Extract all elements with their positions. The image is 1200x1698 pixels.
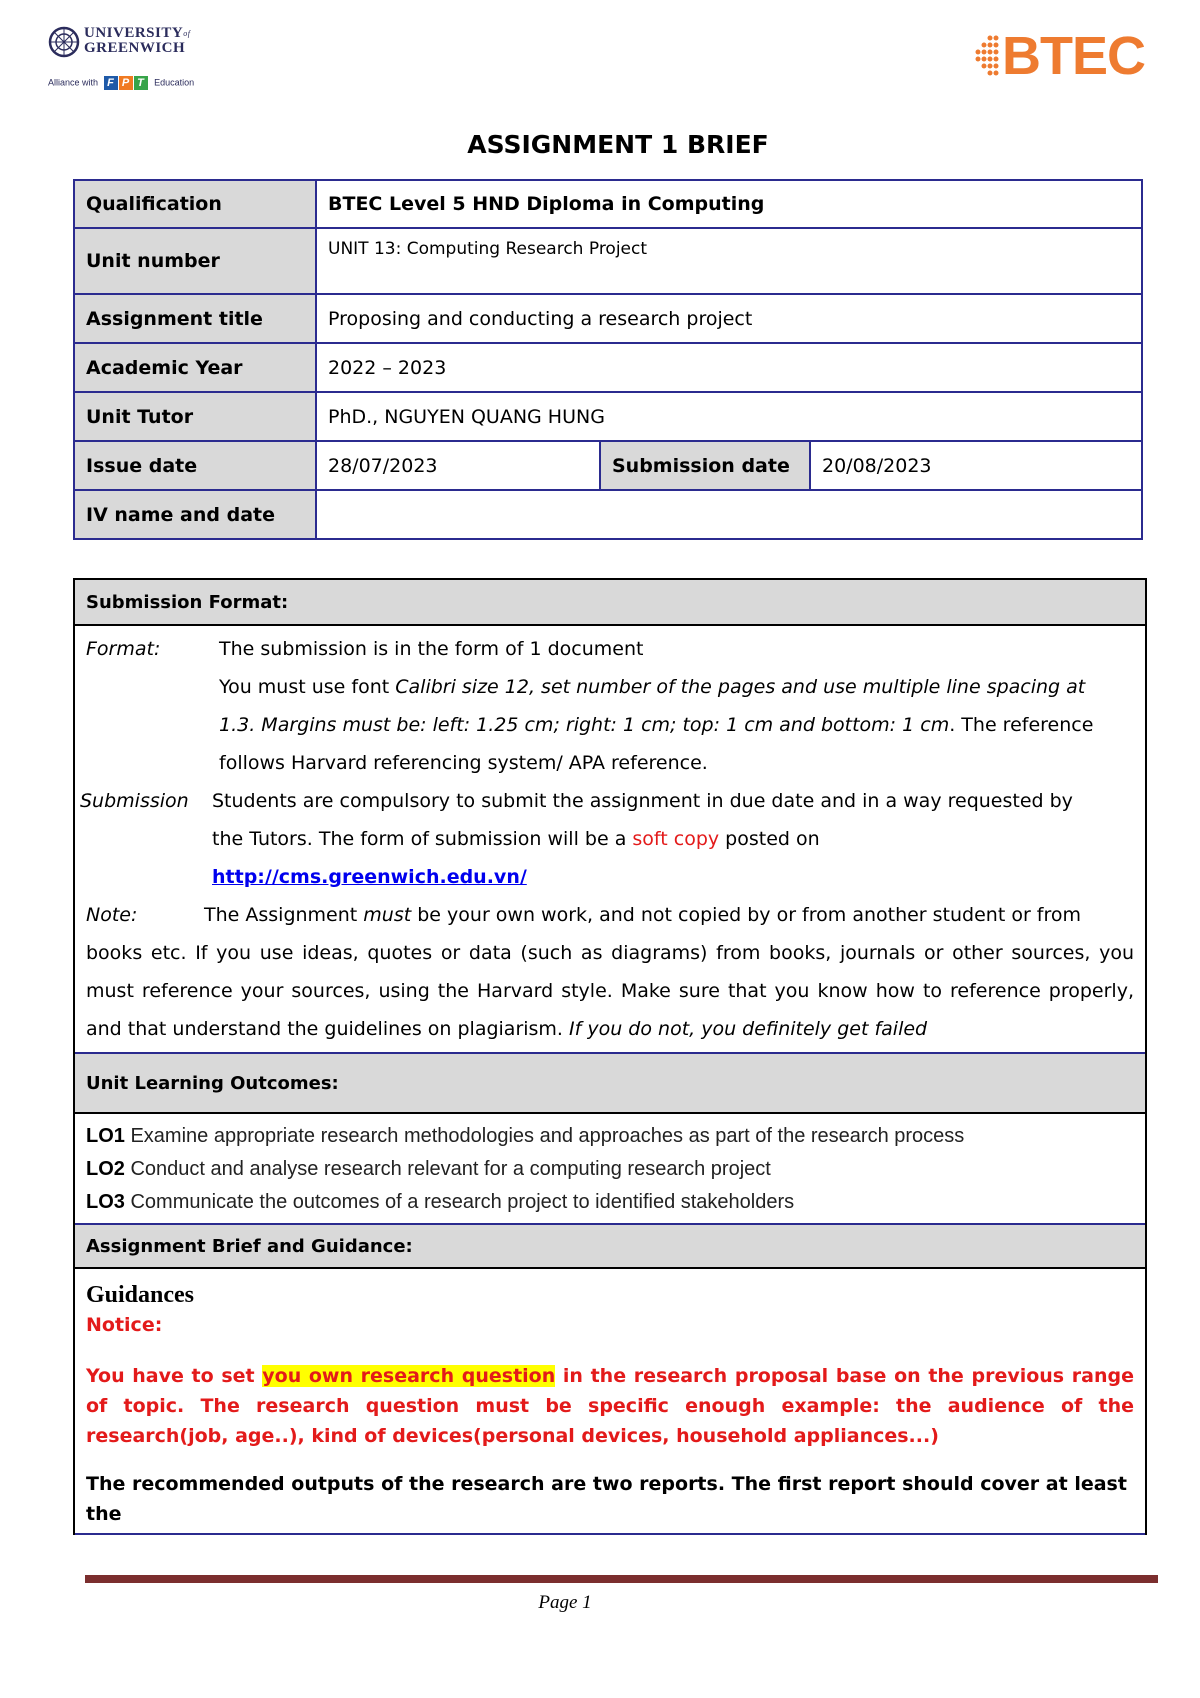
alliance-line: Alliance with F P T Education: [48, 77, 195, 89]
guidances-title: Guidances: [86, 1282, 195, 1308]
submission-format-heading: Submission Format:: [75, 580, 1145, 626]
university-logo: [48, 24, 208, 96]
unit-tutor-value: PhD., NGUYEN QUANG HUNG: [316, 392, 1142, 441]
btec-logo: BTEC: [960, 26, 1180, 86]
guidance-output-paragraph: The recommended outputs of the research are two reports. The first report should cover at least the: [86, 1473, 1127, 1525]
note-body: books etc. If you use ideas, quotes or data (such as diagrams) from books, journals or other sources, you must reference your sources, using the Harvard style. Make sure that you know how to reference properly, and that understand the guidelines on plagiarism. If you do not, you definitely get failed: [86, 942, 1134, 1040]
notice-label: Notice:: [86, 1314, 163, 1336]
unit-number-value: UNIT 13: Computing Research Project: [316, 228, 1142, 294]
row-qualification: [74, 180, 1142, 228]
guidance-notice-paragraph: You have to set you own research question in the research proposal base on the previous range of topic. The research question must be specific enough example: the audience of the research(job, age..), kind of devices(personal devices, household appliances...): [86, 1365, 1134, 1447]
issue-date-label: Issue date: [74, 441, 316, 490]
row-academic-year: [74, 343, 1142, 392]
btec-dots-icon: [960, 32, 1000, 82]
academic-year-value: 2022 – 2023: [316, 343, 1142, 392]
format-label: Format:: [86, 638, 161, 660]
qualification-value: BTEC Level 5 HND Diploma in Computing: [316, 180, 1142, 228]
fpt-logo: F P T: [104, 76, 149, 90]
assignment-title-value: Proposing and conducting a research project: [316, 294, 1142, 343]
university-seal-icon: [48, 26, 80, 58]
row-dates: [74, 441, 1142, 490]
note-label: Note:: [86, 904, 138, 926]
guidance-body: [75, 1269, 1145, 1535]
guidance-heading: Assignment Brief and Guidance:: [75, 1225, 1145, 1269]
qualification-label: Qualification: [74, 180, 316, 228]
iv-label: IV name and date: [74, 490, 316, 539]
unit-tutor-label: Unit Tutor: [74, 392, 316, 441]
row-iv: [74, 490, 1142, 539]
learning-outcomes-list: [75, 1114, 1145, 1225]
footer-divider: [85, 1575, 1158, 1583]
assignment-title: ASSIGNMENT 1 BRIEF: [467, 130, 769, 159]
row-unit-tutor: [74, 392, 1142, 441]
submission-label: Submission: [80, 790, 189, 812]
page-number: Page 1: [538, 1592, 592, 1613]
lo-item: LO1 Examine appropriate research methodologies and approaches as part of the research process: [86, 1125, 965, 1147]
lo-item: LO2 Conduct and analyse research relevant for a computing research project: [86, 1158, 771, 1180]
issue-date-value: 28/07/2023: [316, 441, 600, 490]
assignment-title-label: Assignment title: [74, 294, 316, 343]
format-line-1: The submission is in the form of 1 document: [219, 638, 644, 660]
format-line-3: 1.3. Margins must be: left: 1.25 cm; right: 1 cm; top: 1 cm and bottom: 1 cm. The reference: [219, 714, 1094, 736]
academic-year-label: Academic Year: [74, 343, 316, 392]
format-line-2: You must use font Calibri size 12, set number of the pages and use multiple line spacing at: [219, 676, 1086, 698]
unit-number-label: Unit number: [74, 228, 316, 294]
assignment-info-table: [73, 179, 1143, 540]
submission-line-1: Students are compulsory to submit the assignment in due date and in a way requested by: [212, 790, 1073, 812]
brief-details-table: [73, 578, 1147, 1535]
row-unit-number: [74, 228, 1142, 294]
note-line-1: The Assignment must be your own work, and not copied by or from another student or from: [204, 904, 1082, 926]
submission-line-2: the Tutors. The form of submission will be a soft copy posted on: [212, 828, 820, 850]
university-wordmark: $UNIVERSITY^{of}$ GREENWICH: [84, 25, 191, 56]
learning-outcomes-heading: Unit Learning Outcomes:: [75, 1054, 1145, 1114]
cms-link[interactable]: http://cms.greenwich.edu.vn/: [212, 866, 527, 888]
submission-date-value: 20/08/2023: [810, 441, 1142, 490]
submission-format-body: [75, 626, 1145, 1054]
lo-item: LO3 Communicate the outcomes of a research project to identified stakeholders: [86, 1191, 795, 1213]
format-line-4: follows Harvard referencing system/ APA reference.: [219, 752, 708, 774]
submission-date-label: Submission date: [600, 441, 810, 490]
row-assignment-title: [74, 294, 1142, 343]
iv-value: [316, 490, 1142, 539]
